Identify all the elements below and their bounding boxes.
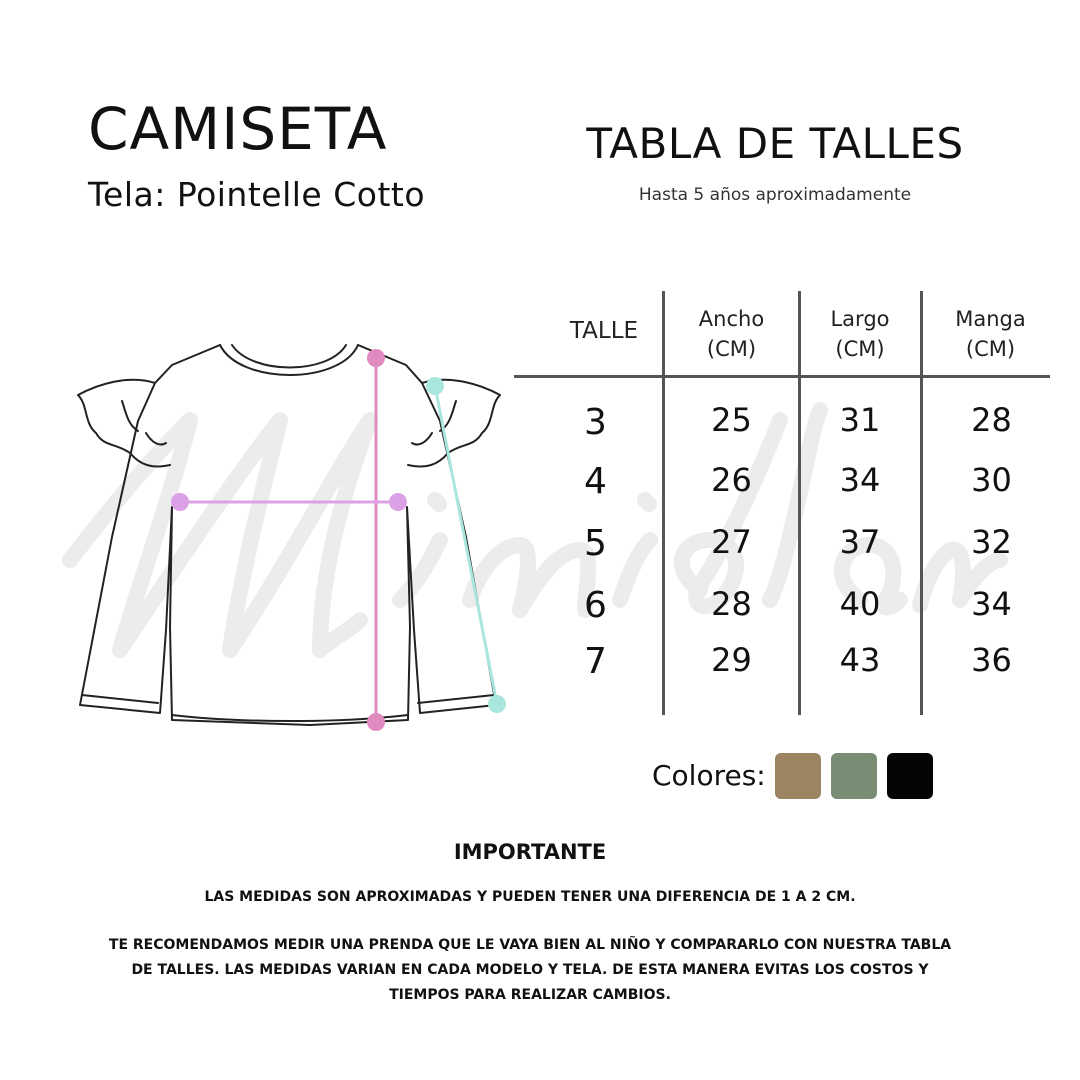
manga-cell: 30 <box>971 461 1012 499</box>
manga-bottom-dot <box>488 695 506 713</box>
size-table-title: TABLA DE TALLES <box>586 119 964 168</box>
largo-cell: 31 <box>839 401 881 439</box>
column-header-unit: (CM) <box>706 337 757 361</box>
ancho-cell: 28 <box>711 585 752 623</box>
column-header-unit: (CM) <box>835 337 885 361</box>
column-header-ancho <box>665 304 798 364</box>
column-header-label: Largo <box>830 307 890 331</box>
manga-cell: 28 <box>971 401 1012 439</box>
column-header-unit: (CM) <box>965 337 1016 361</box>
size-cell: 3 <box>584 402 607 443</box>
column-header-largo <box>801 304 919 364</box>
notice-line: DE TALLES. LAS MEDIDAS VARIAN EN CADA MODELO Y TELA. DE ESTA MANERA EVITAS LOS COSTOS Y <box>131 962 929 978</box>
largo-cell: 34 <box>839 461 881 499</box>
manga-cell: 32 <box>971 523 1012 561</box>
color-swatch-tan[interactable] <box>775 753 821 799</box>
largo-cell: 40 <box>839 585 881 623</box>
color-swatch-sage[interactable] <box>831 753 877 799</box>
table-header-divider <box>514 375 1050 378</box>
size-cell: 7 <box>584 641 607 682</box>
ancho-cell: 26 <box>711 461 752 499</box>
size-cell: 5 <box>584 523 607 564</box>
colors-label: Colores: <box>652 759 766 792</box>
notice-line: TIEMPOS PARA REALIZAR CAMBIOS. <box>389 987 671 1003</box>
manga-measure-line <box>435 386 497 704</box>
notice-line: TE RECOMENDAMOS MEDIR UNA PRENDA QUE LE VAYA BIEN AL NIÑO Y COMPARARLO CON NUESTRA TABLA <box>108 937 952 953</box>
product-title: CAMISETA <box>88 95 388 163</box>
ancho-right-dot <box>389 493 407 511</box>
largo-top-dot <box>367 349 385 367</box>
notice-line: LAS MEDIDAS SON APROXIMADAS Y PUEDEN TENER UNA DIFERENCIA DE 1 A 2 CM. <box>204 889 856 905</box>
largo-cell: 37 <box>839 523 881 561</box>
ancho-cell: 27 <box>711 523 752 561</box>
largo-bottom-dot <box>367 713 385 731</box>
manga-cell: 36 <box>971 641 1012 679</box>
ancho-cell: 29 <box>711 641 752 679</box>
largo-cell: 43 <box>839 641 881 679</box>
fabric-label: Tela: Pointelle Cotto <box>88 175 426 214</box>
column-header-label: Manga <box>955 307 1026 331</box>
size-cell: 4 <box>584 461 607 502</box>
column-header-label: Ancho <box>698 307 765 331</box>
ancho-left-dot <box>171 493 189 511</box>
color-swatch-black[interactable] <box>887 753 933 799</box>
garment-illustration <box>60 325 520 745</box>
ancho-cell: 25 <box>711 401 752 439</box>
size-cell: 6 <box>584 585 607 626</box>
manga-cell: 34 <box>971 585 1012 623</box>
manga-top-dot <box>426 377 444 395</box>
column-header-manga <box>923 304 1058 364</box>
column-header-label: TALLE <box>569 318 639 344</box>
notice-heading: IMPORTANTE <box>453 840 607 864</box>
size-table-subtitle: Hasta 5 años aproximadamente <box>638 185 912 205</box>
column-header-talle <box>548 316 660 346</box>
